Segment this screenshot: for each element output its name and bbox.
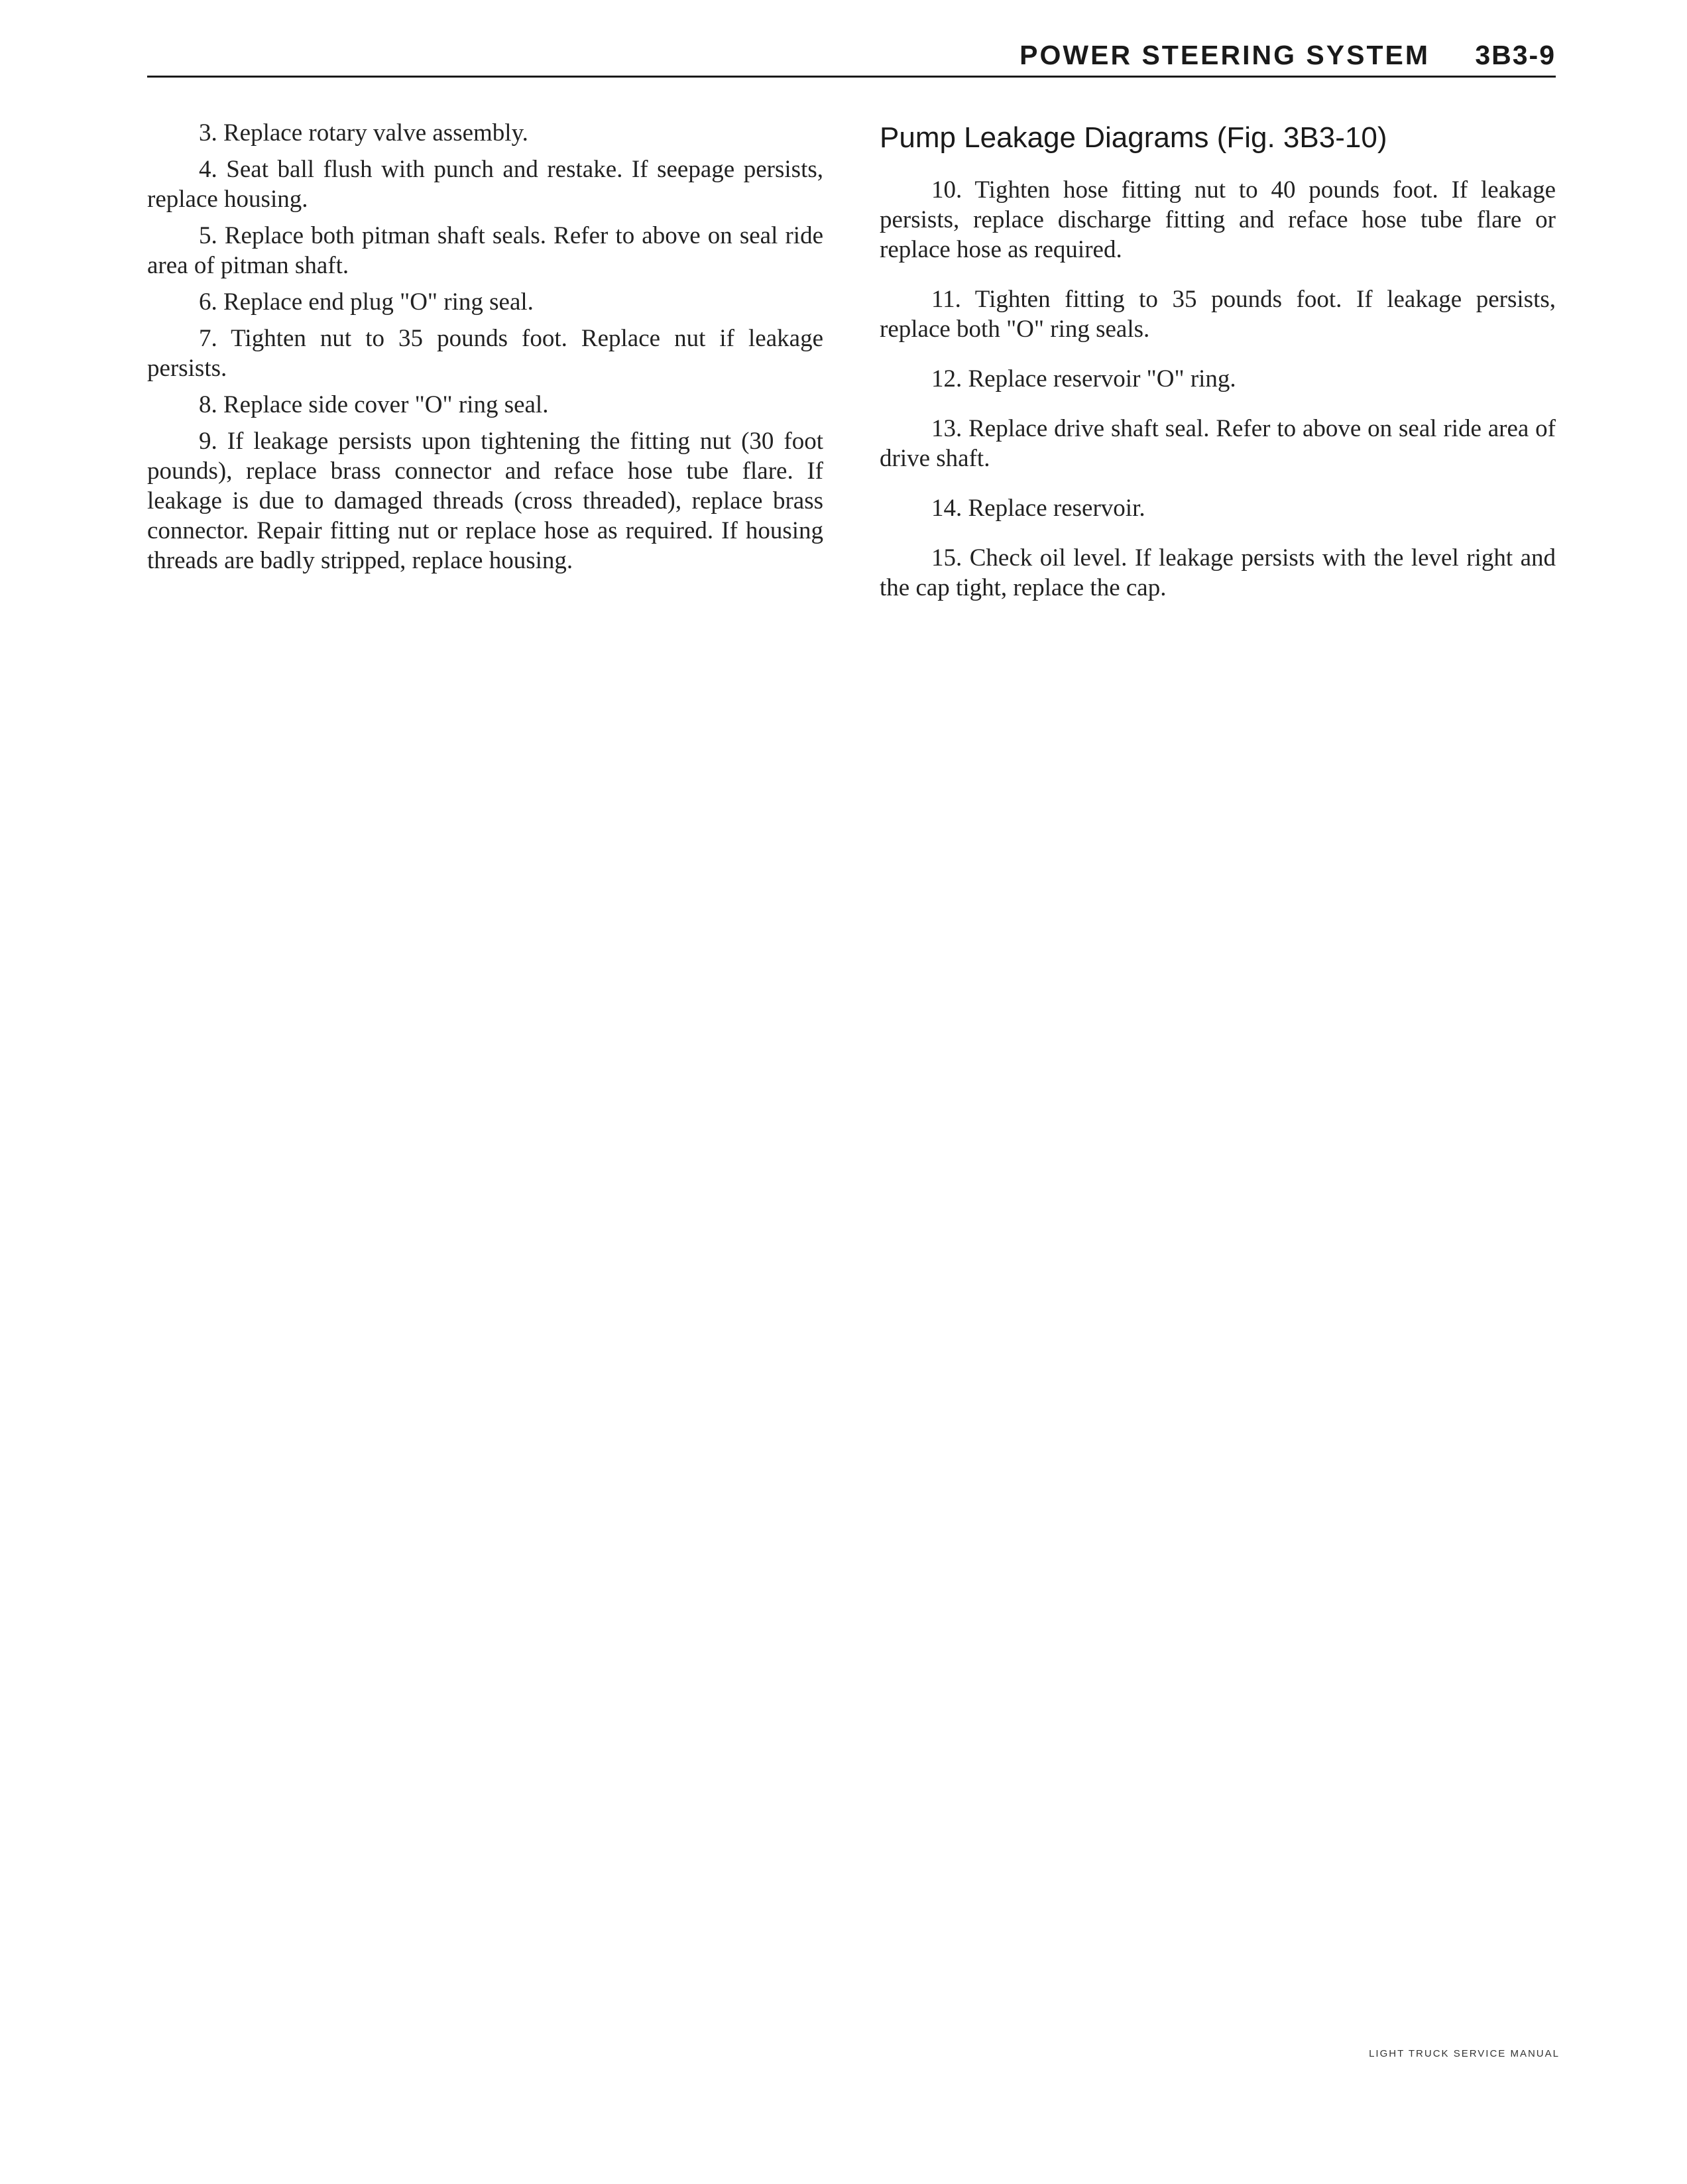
left-column (147, 118, 823, 582)
step-6: 6. Replace end plug "O" ring seal. (199, 288, 534, 316)
step-7: 7. Tighten nut to 35 pounds foot. Replace nut if leakage persists. (147, 325, 823, 382)
step-14: 14. Replace reservoir. (931, 495, 1145, 522)
header-rule (147, 76, 1556, 78)
step-5: 5. Replace both pitman shaft seals. Refer to above on seal ride area of pitman shaft. (147, 222, 823, 279)
step-15: 15. Check oil level. If leakage persists with the level right and the cap tight, replace the cap. (880, 544, 1556, 601)
step-12: 12. Replace reservoir "O" ring. (931, 365, 1236, 393)
step-4: 4. Seat ball flush with punch and restake. If seepage persists, replace housing. (147, 156, 823, 213)
step-13: 13. Replace drive shaft seal. Refer to above on seal ride area of drive shaft. (880, 415, 1556, 472)
section-title: POWER STEERING SYSTEM (1019, 40, 1430, 70)
step-8: 8. Replace side cover "O" ring seal. (199, 391, 549, 418)
page-header (147, 40, 1556, 80)
step-9: 9. If leakage persists upon tightening the fitting nut (30 foot pounds), replace brass connector and reface hose tube flare. If leakage is due to damaged threads (cross threaded), replace brass connector. Repair fitting nut or replace hose as required. If housing threads are badly stripped, replace housing. (147, 428, 823, 574)
pump-leakage-heading: Pump Leakage Diagrams (Fig. 3B3-10) (880, 121, 1387, 154)
step-10: 10. Tighten hose fitting nut to 40 pounds foot. If leakage persists, replace discharge fitting and reface hose tube flare or replace hose as required. (880, 176, 1556, 263)
step-3: 3. Replace rotary valve assembly. (199, 119, 528, 147)
right-column (880, 118, 1556, 623)
page-number: 3B3-9 (1475, 40, 1556, 70)
step-11: 11. Tighten fitting to 35 pounds foot. If leakage persists, replace both "O" ring seals. (880, 286, 1556, 343)
manual-footer: LIGHT TRUCK SERVICE MANUAL (1369, 2048, 1560, 2059)
